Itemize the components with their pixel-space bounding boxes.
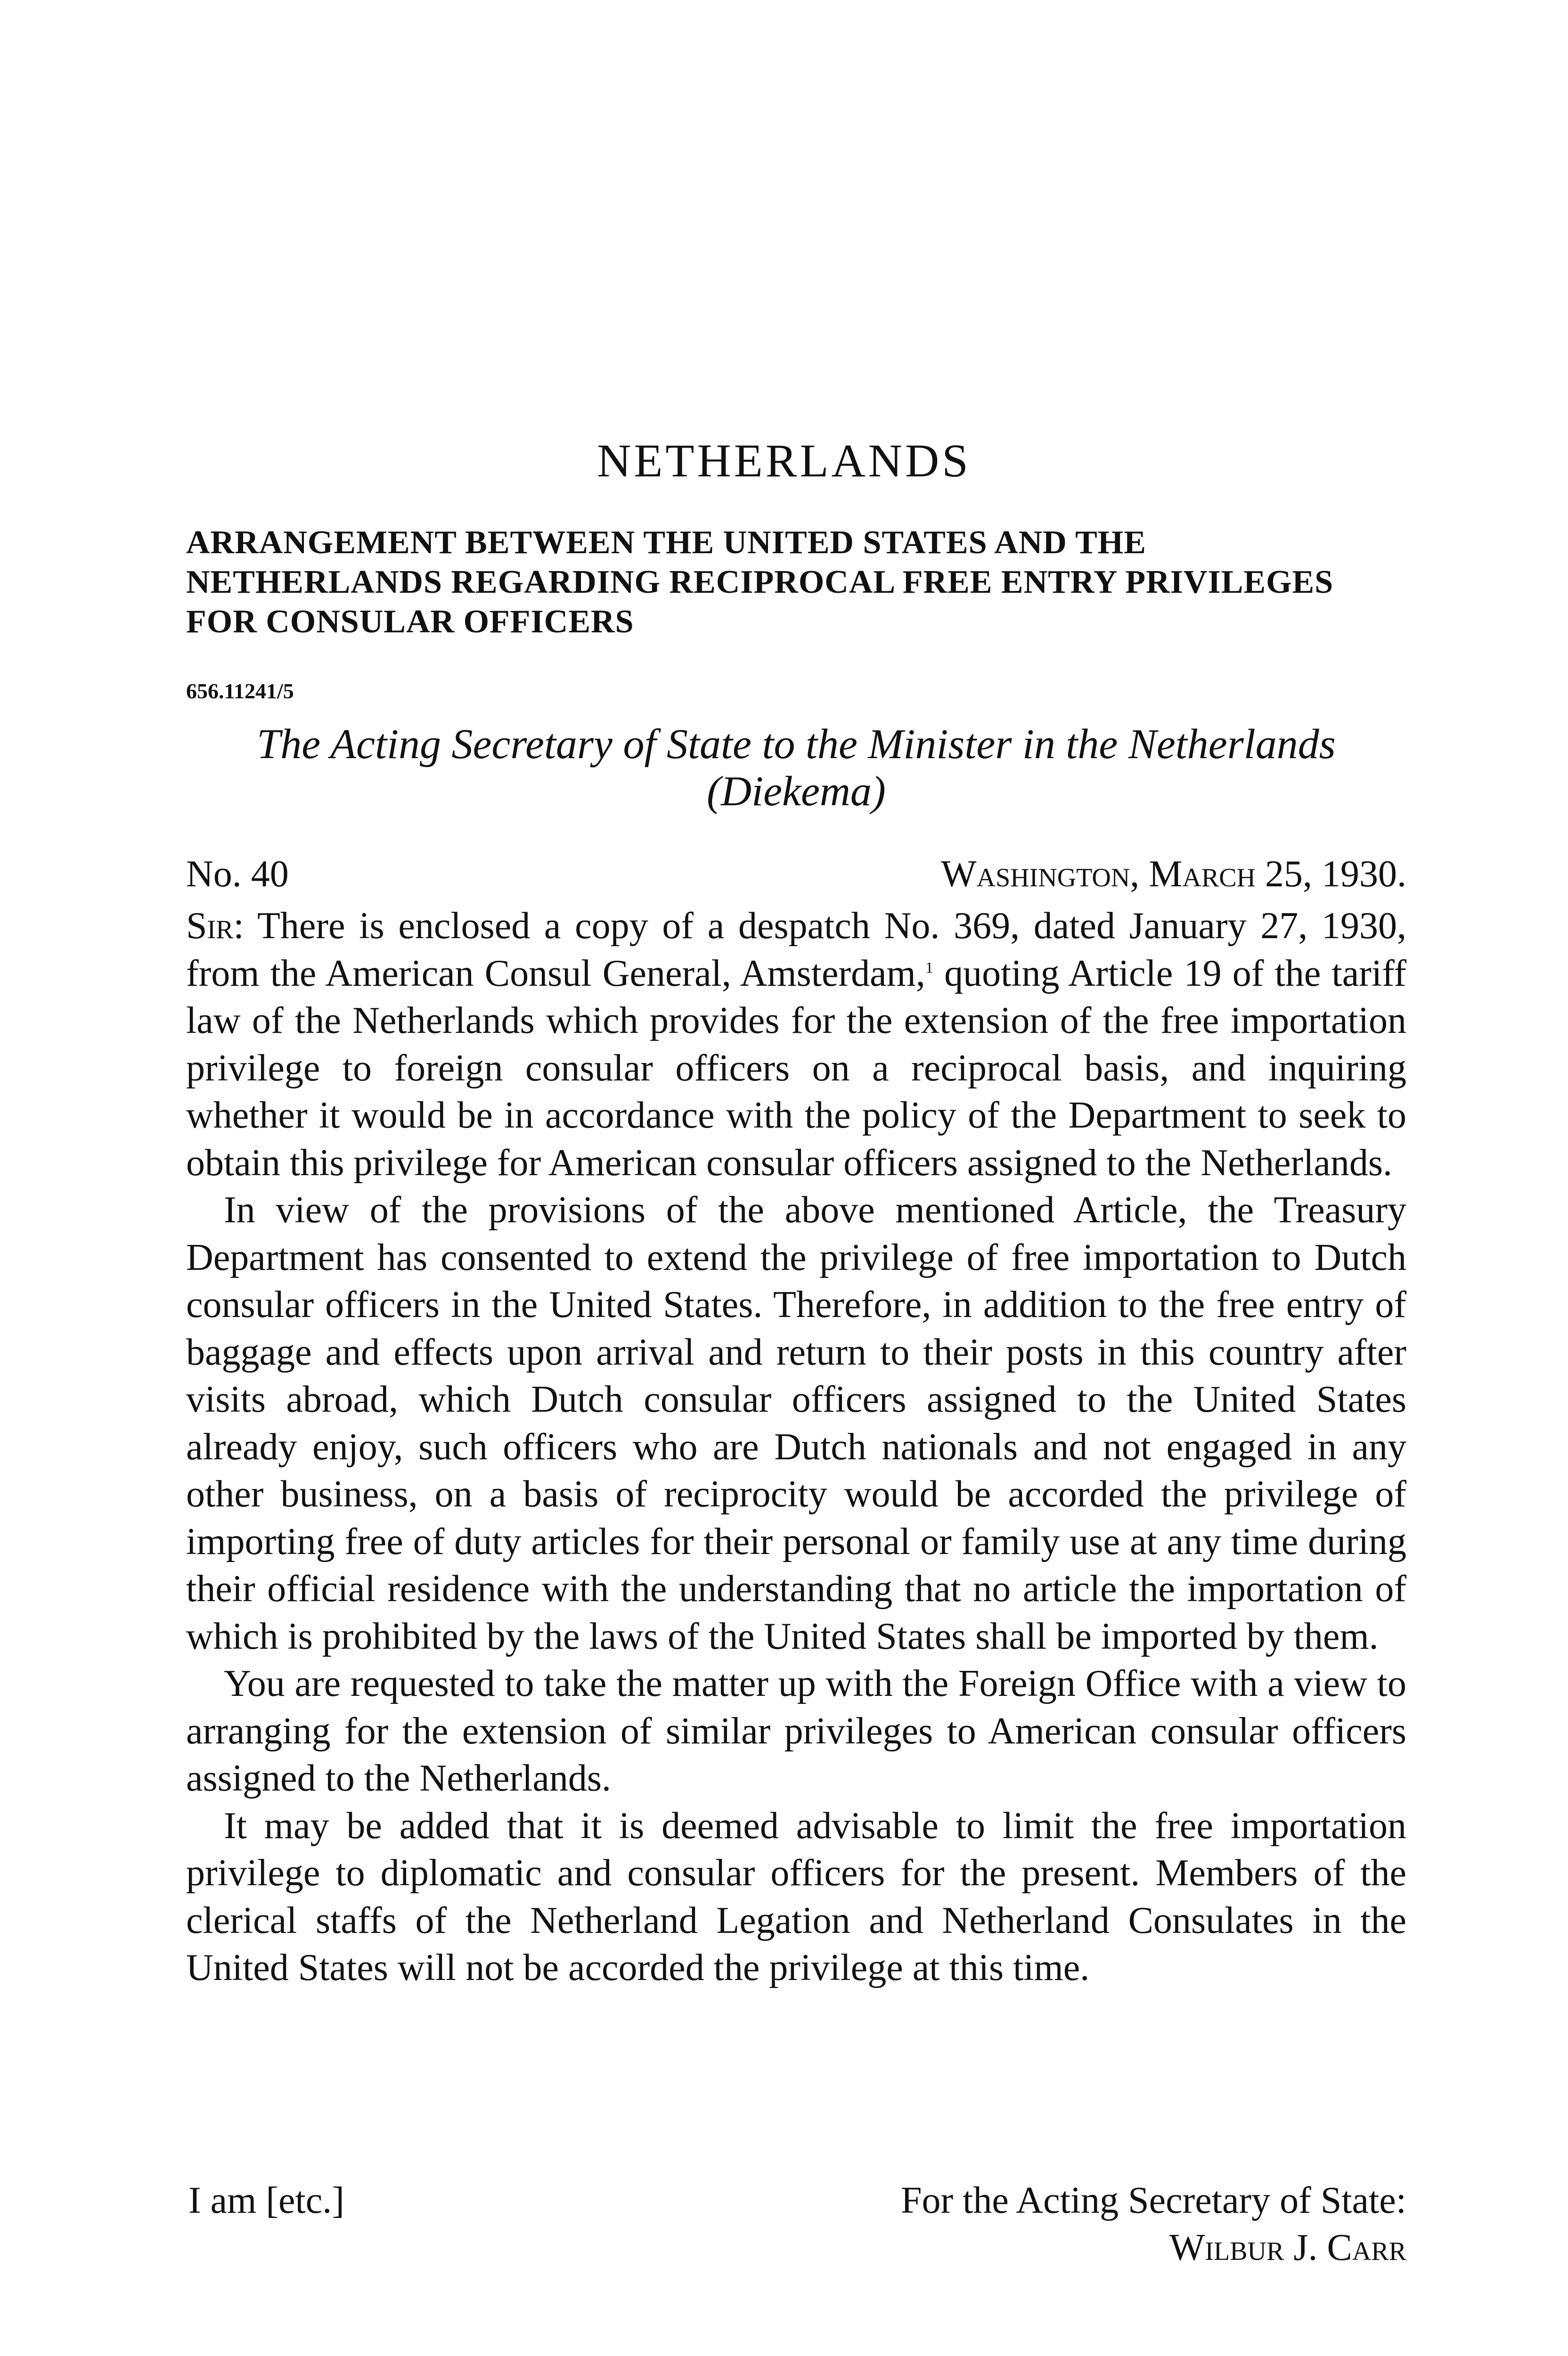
paragraph-4: It may be added that it is deemed advisable to limit the free importation privilege to diplomatic and consular officers for the present. Members of the clerical staffs of the Netherland Legation and Netherland Consulates in the United States will not be accorded the privilege at this time. <box>186 1805 1406 1988</box>
paragraph-3: You are requested to take the matter up with the Foreign Office with a view to arranging for the extension of similar privileges to American consular officers assigned to the Netherlands. <box>186 1663 1406 1799</box>
signature: Wilbur J. Carr <box>1169 2227 1406 2268</box>
letter-meta <box>186 853 1406 896</box>
file-number: 656.11241/5 <box>186 679 294 703</box>
for-line: For the Acting Secretary of State: <box>900 2180 1406 2221</box>
subject-line-1: The Acting Secretary of State to the Minister in the Netherlands <box>257 721 1336 768</box>
letter-number: No. 40 <box>186 853 289 895</box>
document-heading: ARRANGEMENT BETWEEN THE UNITED STATES AND THE NETHERLANDS REGARDING RECIPROCAL FREE ENTRY PRIVILEGES FOR CONSULAR OFFICERS <box>186 524 1334 640</box>
paragraph-1-text: There is enclosed a copy of a despatch No. 369, dated January 27, 1930, from the American Consul General, Amsterdam, <box>186 905 1406 994</box>
footnote-reference: 1 <box>925 958 933 976</box>
letter-closing <box>186 2177 1406 2271</box>
closing-row <box>186 2177 1406 2224</box>
dateline: Washington, March 25, 1930. <box>941 853 1406 895</box>
subject-line-2: (Diekema) <box>707 768 886 815</box>
letter-subject <box>186 721 1406 815</box>
paragraph-2: In view of the provisions of the above mentioned Article, the Treasury Department has consented to extend the privilege of free importation to Dutch consular officers in the United States. Therefore, in addition to the free entry of baggage and effects upon arrival and return to their posts in this country after visits abroad, which Dutch consular officers assigned to the United States already enjoy, such officers who are Dutch nationals and not engaged in any other business, on a basis of reciprocity would be accorded the privilege of importing free of duty articles for their personal or family use at any time during their official residence with the understanding that no article the importation of which is prohibited by the laws of the United States shall be imported by them. <box>186 1189 1406 1657</box>
paragraph-1 <box>186 902 1406 1186</box>
paragraph-1-continued: quoting Article 19 of the tariff law of the Netherlands which provides for the extension of the free importation privilege to foreign consular officers on a reciprocal basis, and inquiring whether it would be in accordance with the policy of the Department to seek to obtain this privilege for American consular officers assigned to the Netherlands. <box>186 952 1406 1184</box>
complimentary-close: I am [etc.] <box>188 2180 344 2221</box>
letter-body <box>186 902 1406 1992</box>
salutation: Sir: <box>186 905 244 947</box>
page-title: NETHERLANDS <box>597 434 971 487</box>
